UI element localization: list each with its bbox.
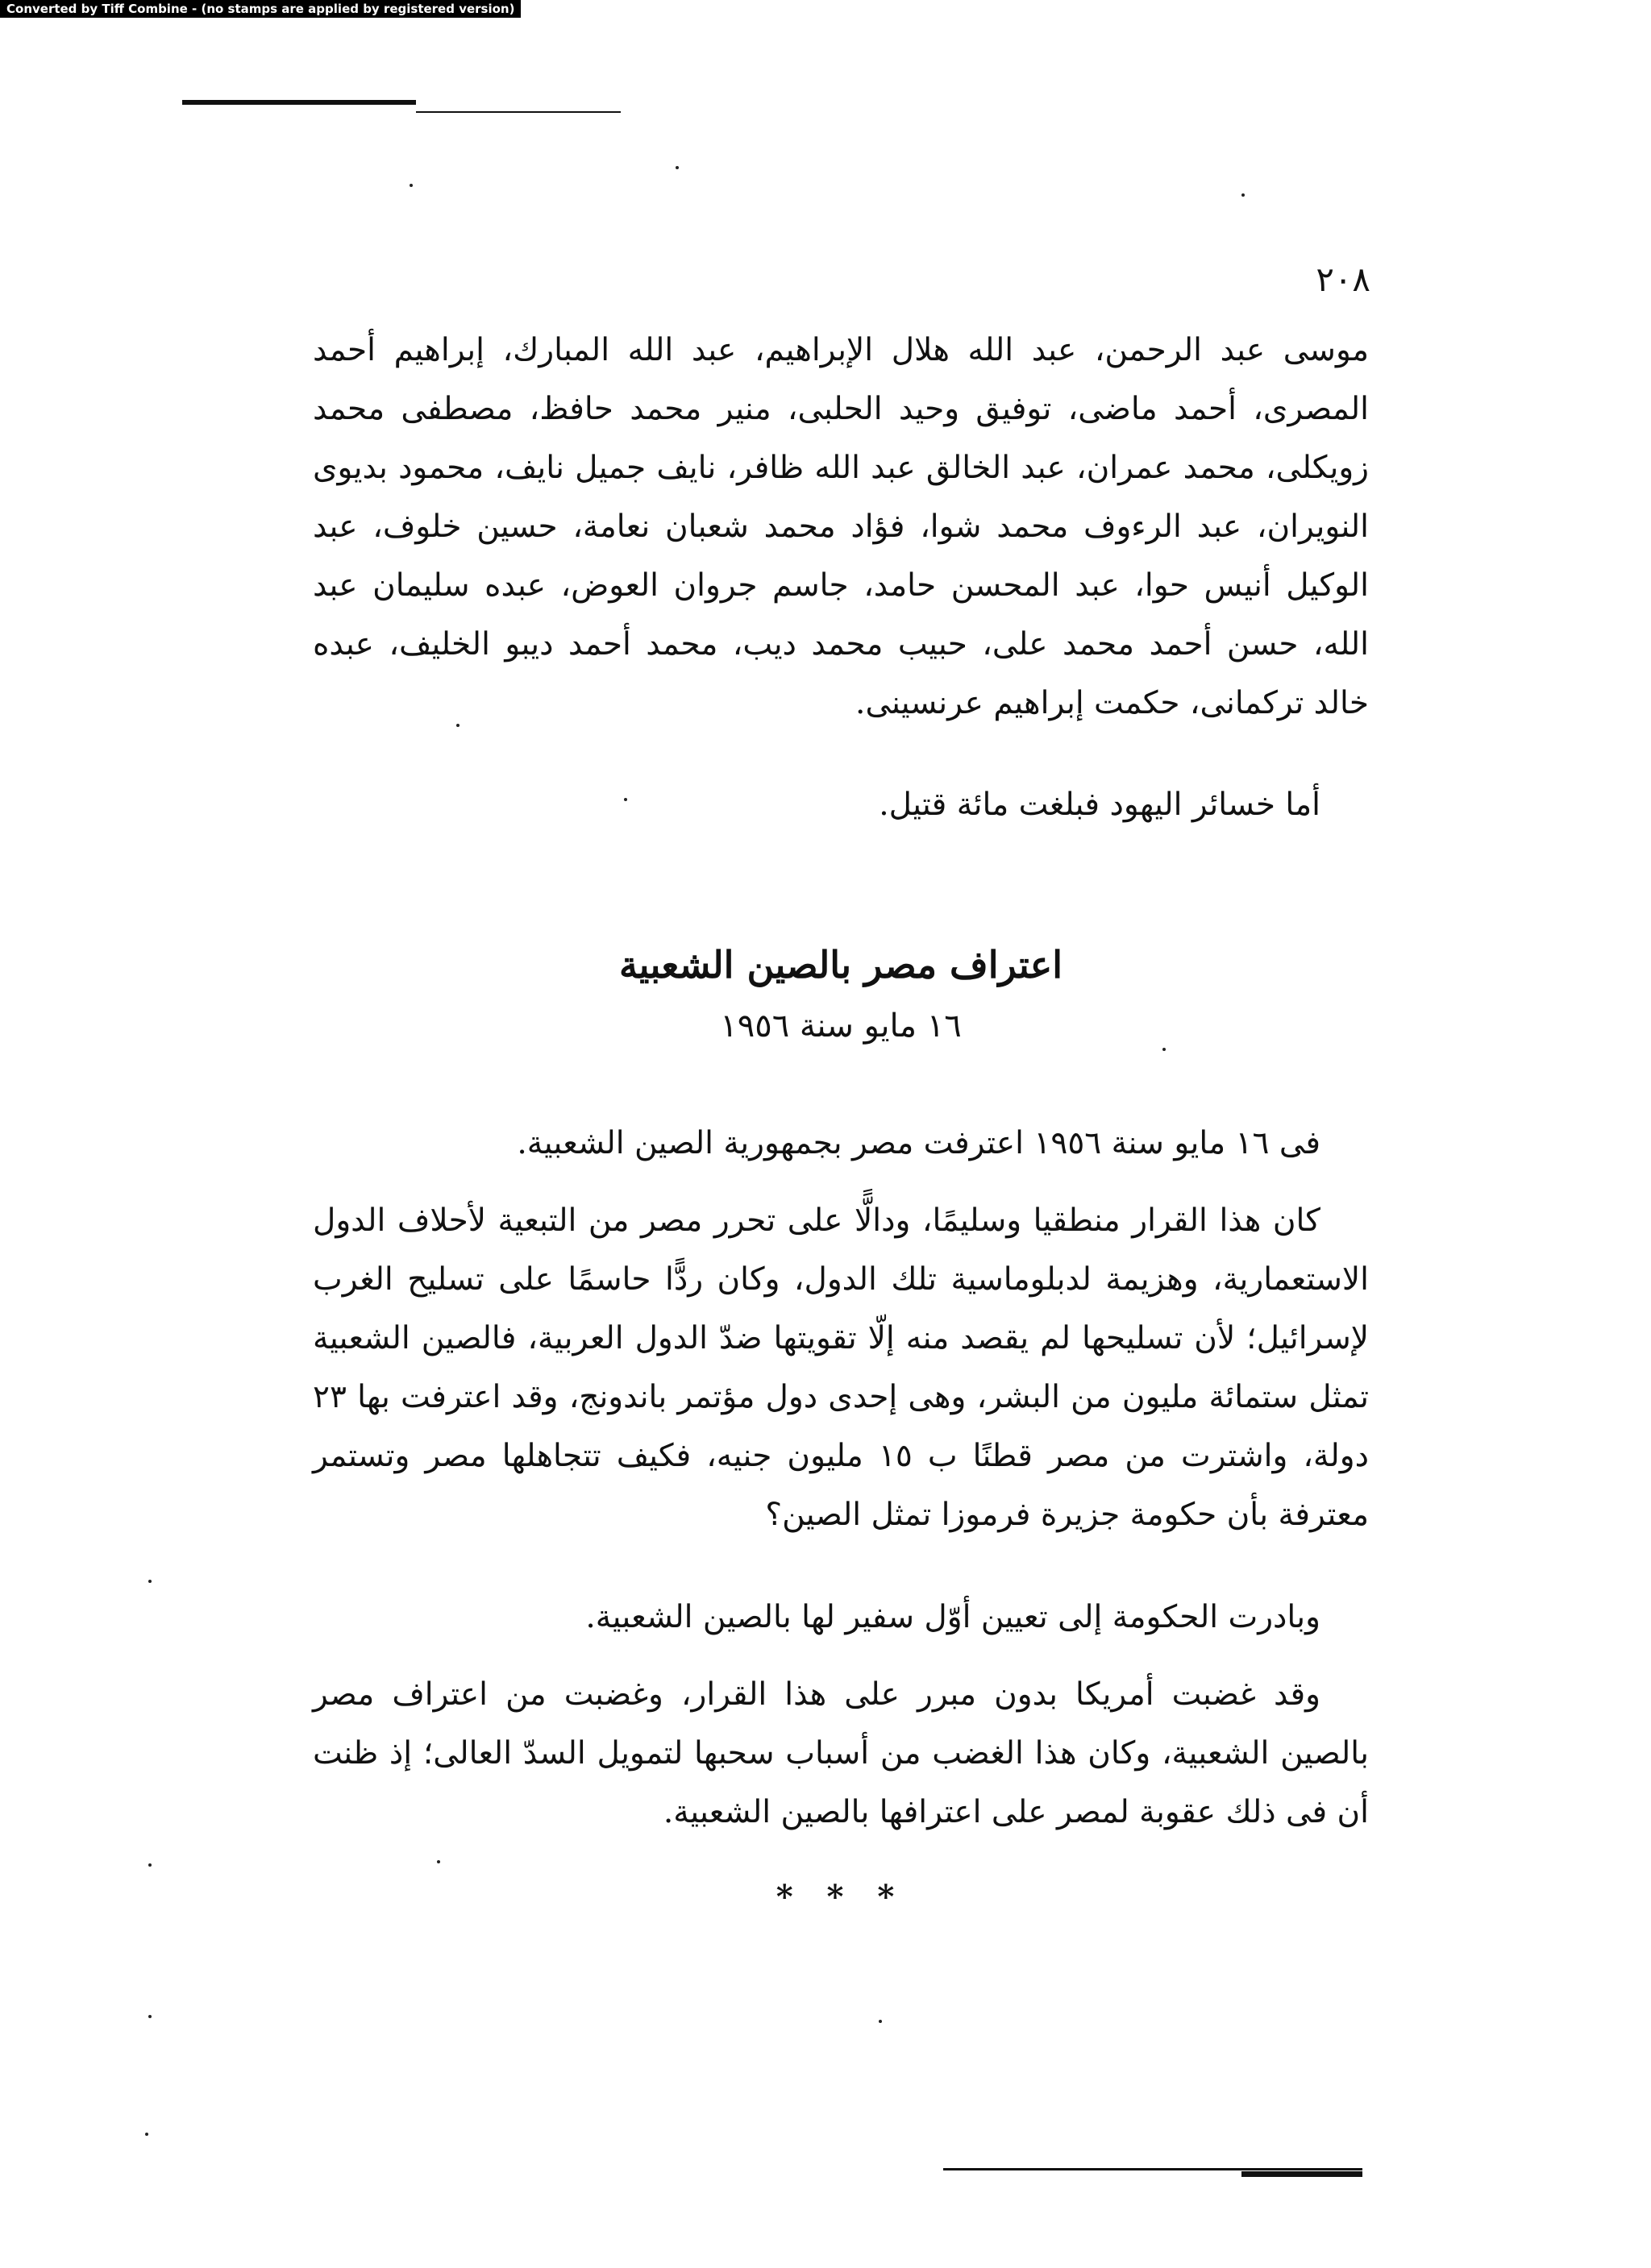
body-paragraph: فى ١٦ مايو سنة ١٩٥٦ اعترفت مصر بجمهورية الصين الشعبية.	[517, 1125, 1320, 1161]
scan-speck	[148, 1580, 152, 1583]
scan-speck	[437, 1860, 440, 1863]
body-paragraph: وقد غضبت أمريكا بدون مبرر على هذا القرار، وغضبت من اعتراف مصر بالصين الشعبية، وكان هذا الغضب من أسباب سحبها لتمويل السدّ العالى؛ إذ ظنت أن فى ذلك عقوبة لمصر على اعترافها بالصين الشعبية.	[313, 1676, 1369, 1830]
scan-speck	[676, 166, 679, 169]
top-rule-tail	[416, 111, 621, 113]
scan-speck	[879, 2020, 882, 2023]
bottom-rule	[943, 2168, 1362, 2170]
converter-watermark: Converted by Tiff Combine - (no stamps are applied by registered version)	[0, 0, 521, 18]
losses-paragraph: أما خسائر اليهود فبلغت مائة قتيل.	[879, 787, 1320, 823]
scan-speck	[410, 184, 413, 187]
section-title: اعتراف مصر بالصين الشعبية	[619, 943, 1063, 987]
page-number: ٢٠٨	[1316, 260, 1370, 299]
section-date: ١٦ مايو سنة ١٩٥٦	[720, 1007, 962, 1045]
names-paragraph: موسى عبد الرحمن، عبد الله هلال الإبراهيم، عبد الله المبارك، إبراهيم أحمد المصرى، أحمد ماضى، توفيق وحيد الحلبى، منير محمد حافظ، مصطفى محمد زويكلى، محمد عمران، عبد الخالق عبد الله ظافر، نايف جميل نايف، محمود بديوى النويران، عبد الرءوف محمد شوا، فؤاد محمد شعبان نعامة، حسين خلوف، عبد الوكيل أنيس حوا، عبد المحسن حامد، جاسم جروان العوض، عبده سليمان عبد الله، حسن أحمد محمد على، حبيب محمد ديب، محمد أحمد ديبو الخليف، عبده خالد تركمانى، حكمت إبراهيم عرنسينى.	[313, 332, 1369, 721]
body-paragraph: كان هذا القرار منطقيا وسليمًا، ودالًّا على تحرر مصر من التبعية لأحلاف الدول الاستعمارية، وهزيمة لدبلوماسية تلك الدول، وكان ردًّا حاسمًا على تسليح الغرب لإسرائيل؛ لأن تسليحها لم يقصد منه إلّا تقويتها ضدّ الدول العربية، فالصين الشعبية تمثل ستمائة مليون من البشر، وهى إحدى دول مؤتمر باندونج، وقد اعترفت بها ٢٣ دولة، واشترت من مصر قطنًا ب ١٥ مليون جنيه، فكيف تتجاهلها مصر وتستمر معترفة بأن حكومة جزيرة فرموزا تمثل الصين؟	[313, 1203, 1370, 1533]
top-rule	[182, 100, 416, 105]
scan-speck	[148, 1863, 152, 1867]
body-paragraph: وبادرت الحكومة إلى تعيين أوّل سفير لها بالصين الشعبية.	[585, 1599, 1320, 1635]
bottom-rule-end	[1241, 2171, 1362, 2177]
scan-speck	[148, 2015, 152, 2018]
section-separator: * * *	[776, 1878, 906, 1916]
scan-speck	[1241, 193, 1245, 197]
scan-speck	[145, 2133, 148, 2136]
